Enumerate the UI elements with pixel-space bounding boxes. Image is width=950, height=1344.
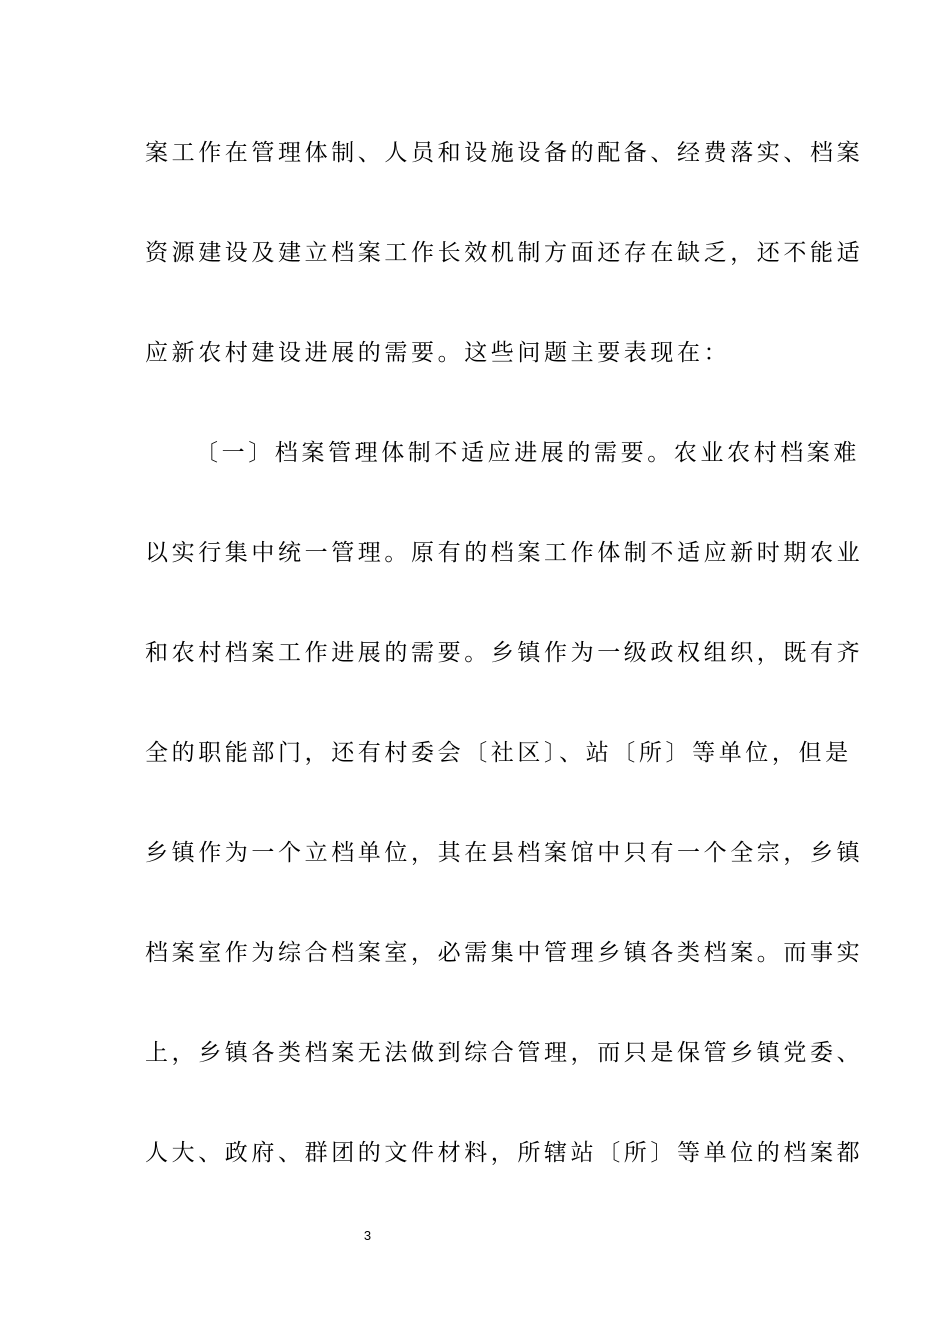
text-line-9: 档案室作为综合档案室，必需集中管理乡镇各类档案。而事实 <box>145 940 864 966</box>
page-number: 3 <box>363 1228 372 1243</box>
text-line-5: 以实行集中统一管理。原有的档案工作体制不适应新时期农业 <box>145 540 864 566</box>
text-line-11: 人大、政府、群团的文件材料，所辖站〔所〕等单位的档案都 <box>145 1140 864 1166</box>
text-line-2: 资源建设及建立档案工作长效机制方面还存在缺乏，还不能适 <box>145 240 864 266</box>
text-line-3: 应新农村建设进展的需要。这些问题主要表现在： <box>145 340 731 366</box>
text-line-6: 和农村档案工作进展的需要。乡镇作为一级政权组织，既有齐 <box>145 640 864 666</box>
text-line-10: 上，乡镇各类档案无法做到综合管理，而只是保管乡镇党委、 <box>145 1040 864 1066</box>
text-line-7: 全的职能部门，还有村委会〔社区〕、站〔所〕等单位，但是 <box>145 740 852 766</box>
text-line-4: 〔一〕档案管理体制不适应进展的需要。农业农村档案难 <box>195 440 860 466</box>
body-text <box>145 128 864 1228</box>
text-line-1: 案工作在管理体制、人员和设施设备的配备、经费落实、档案 <box>145 140 864 166</box>
text-line-8: 乡镇作为一个立档单位，其在县档案馆中只有一个全宗，乡镇 <box>145 840 864 866</box>
